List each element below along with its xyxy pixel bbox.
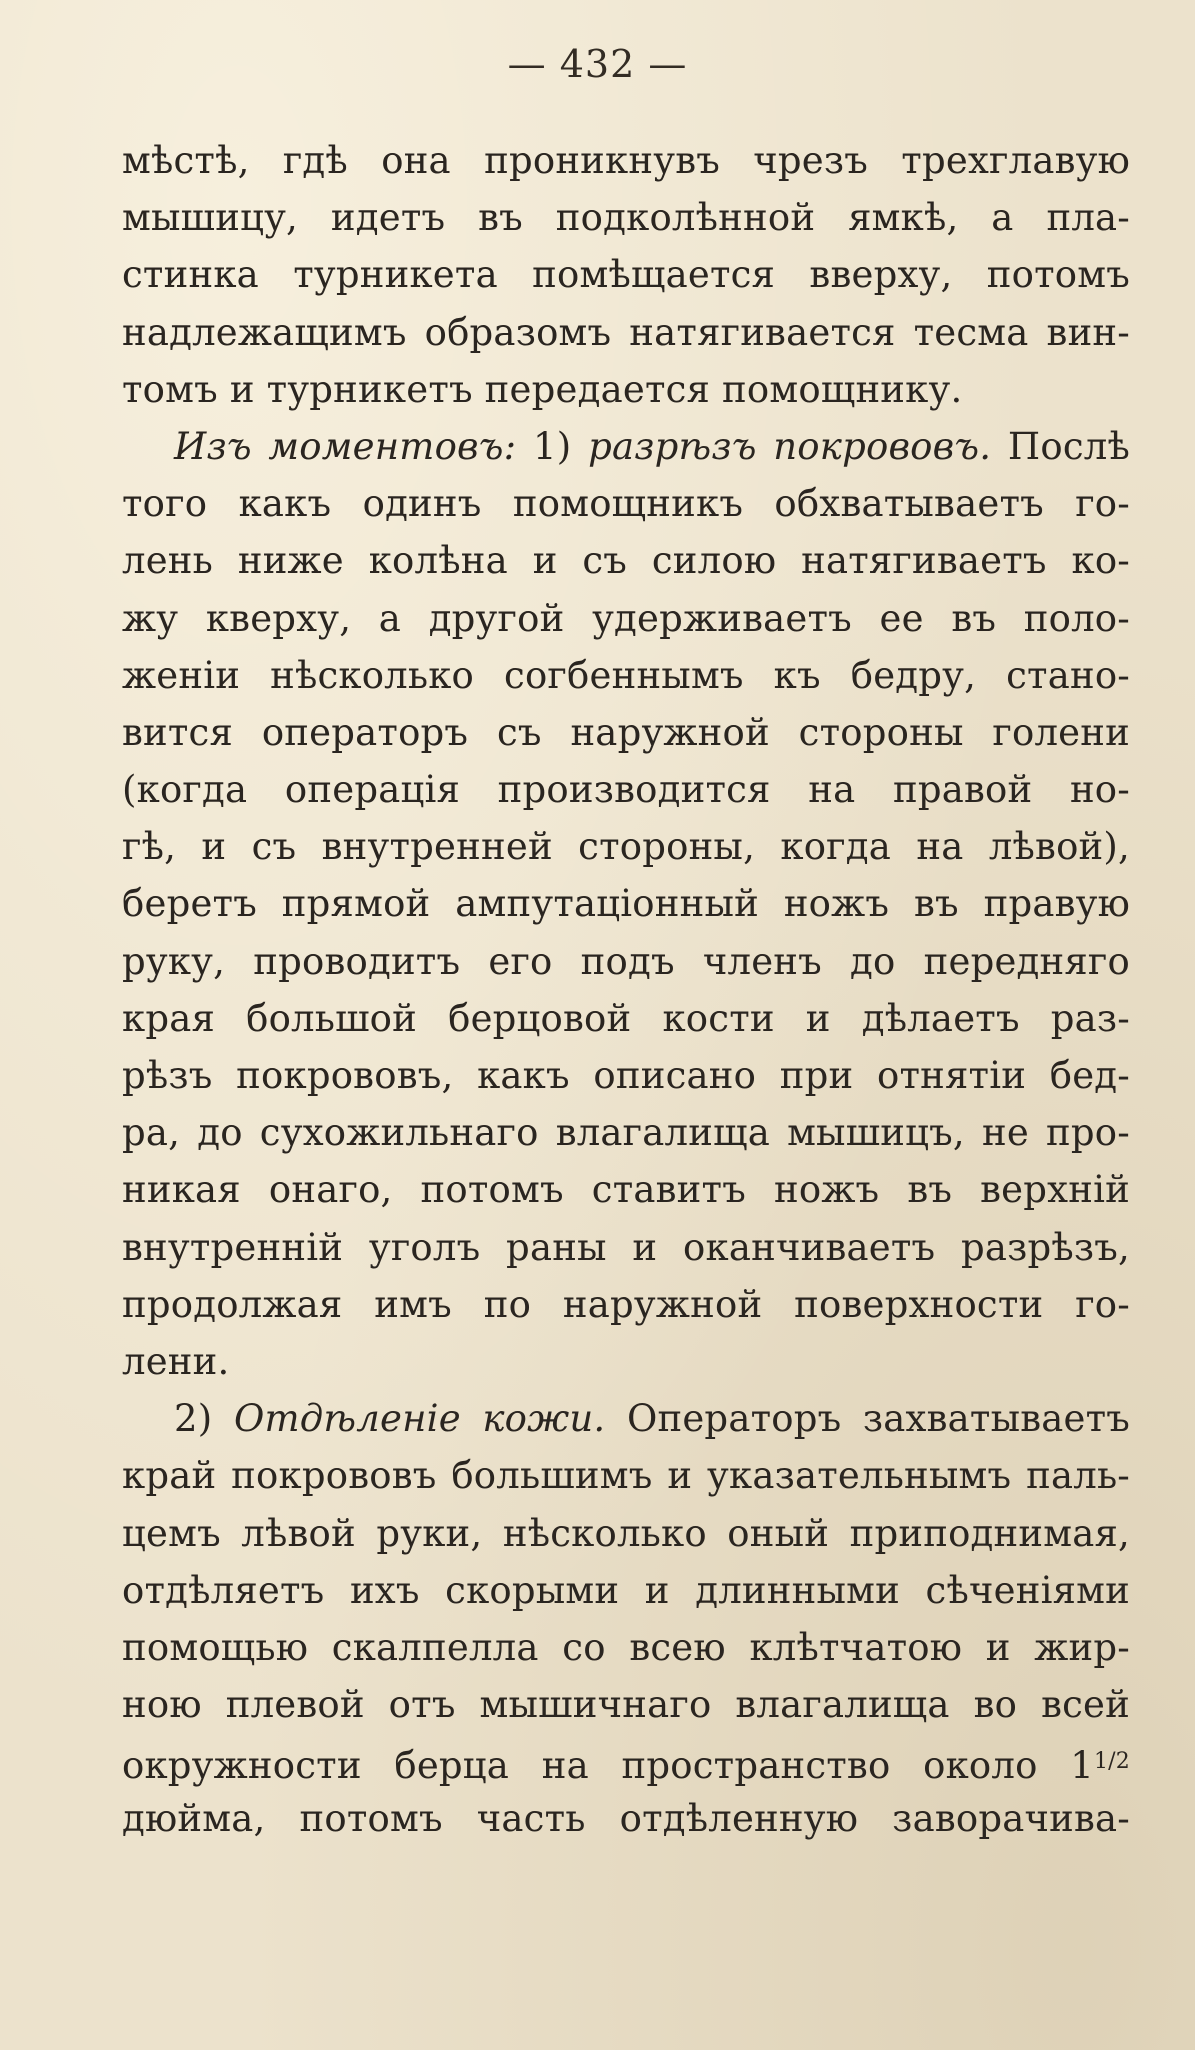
text-line: никая онаго, потомъ ставитъ ножъ въ верхній	[122, 1168, 1130, 1212]
text-line: того какъ одинъ помощникъ обхватываетъ го-	[122, 482, 1130, 526]
text-line: жу кверху, а другой удерживаетъ ее въ поло-	[122, 596, 1130, 640]
fraction: 1/2	[1093, 1749, 1130, 1775]
text-line: беретъ прямой ампутаціонный ножъ въ правую	[122, 882, 1130, 926]
text-line: мѣстѣ, гдѣ она проникнувъ чрезъ трехглавую	[122, 139, 1130, 182]
text-line: руку, проводитъ его подъ членъ до передняго	[122, 939, 1130, 983]
text-line: ною плевой отъ мышичнаго влагалища во всей	[122, 1683, 1130, 1727]
text-line: отдѣляетъ ихъ скорыми и длинными сѣченіями	[122, 1568, 1130, 1612]
text-line: лень ниже колѣна и съ силою натягиваетъ ко-	[122, 539, 1130, 583]
text-line: край покрововъ большимъ и указательнымъ паль-	[122, 1454, 1130, 1498]
lead-text: Операторъ захватываетъ	[605, 1397, 1131, 1441]
step-title: разрѣзъ покрововъ.	[588, 424, 992, 468]
moments-heading: Изъ моментовъ:	[174, 424, 517, 468]
step-number: 1)	[516, 424, 589, 468]
paragraph-lead-line	[122, 1390, 1130, 1447]
lead-text: Послѣ	[991, 424, 1130, 468]
fraction-line-text: окружности берца на пространство около 1	[122, 1744, 1094, 1788]
text-line: продолжая имъ по наружной поверхности го-	[122, 1282, 1130, 1326]
text-line: внутренній уголъ раны и оканчиваетъ разрѣзъ,	[122, 1225, 1130, 1269]
text-line: лени.	[122, 1339, 230, 1383]
text-line: гѣ, и съ внутренней стороны, когда на лѣвой),	[122, 825, 1130, 869]
text-line: надлежащимъ образомъ натягивается тесма вин-	[122, 310, 1130, 354]
text-line: рѣзъ покрововъ, какъ описано при отнятіи бед-	[122, 1054, 1130, 1097]
page-number: — 432 —	[507, 42, 688, 86]
text-line: ра, до сухожильнаго влагалища мышицъ, не про-	[122, 1111, 1130, 1155]
text-line: (когда операція производится на правой но-	[122, 768, 1130, 812]
step-number: 2)	[174, 1397, 234, 1441]
text-line: цемъ лѣвой руки, нѣсколько оный приподнимая,	[122, 1511, 1130, 1555]
text-line-with-fraction	[122, 1733, 1130, 1790]
text-line: дюйма, потомъ часть отдѣленную заворачива-	[122, 1797, 1130, 1841]
text-line: томъ и турникетъ передается помощнику.	[122, 367, 963, 411]
text-line: вится операторъ съ наружной стороны голени	[122, 710, 1130, 754]
text-line: помощью скалпелла со всею клѣтчатою и жир-	[122, 1625, 1130, 1669]
body-text	[122, 132, 1130, 1848]
text-line: женіи нѣсколько согбеннымъ къ бедру, стано-	[122, 653, 1130, 697]
step-title: Отдѣленіе кожи.	[233, 1397, 606, 1441]
text-line: края большой берцовой кости и дѣлаетъ раз-	[122, 996, 1130, 1040]
text-line: мышицу, идетъ въ подколѣнной ямкѣ, а пла-	[122, 196, 1130, 240]
text-line: стинка турникета помѣщается вверху, потомъ	[122, 253, 1130, 297]
paragraph-lead-line	[122, 418, 1130, 475]
